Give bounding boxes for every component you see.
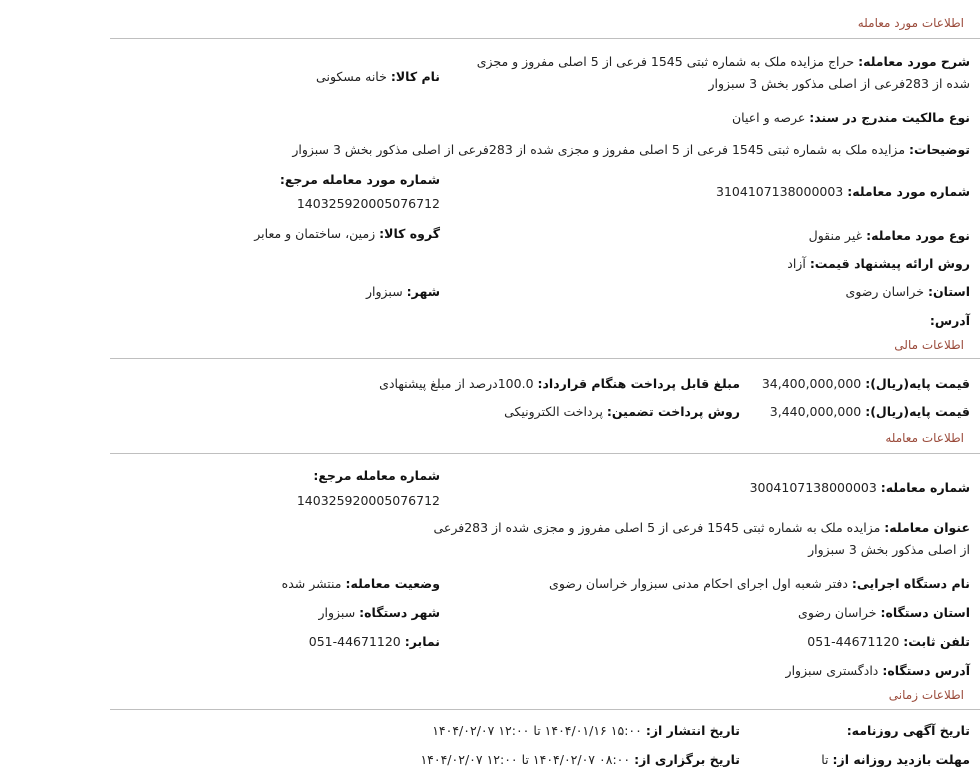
goods-group-label: گروه کالا: <box>379 226 440 241</box>
publish-date-label: تاریخ انتشار از: <box>645 723 740 738</box>
transaction-ref-number-label: شماره معامله مرجع: <box>313 468 440 483</box>
newspaper-ad-date-label: تاریخ آگهی روزنامه: <box>846 723 970 738</box>
agency-fax-value: 44671120-051 <box>308 634 401 649</box>
ref-item-number <box>280 172 440 187</box>
transaction-number-label: شماره معامله: <box>880 480 970 495</box>
transaction-status-label: وضعیت معامله: <box>345 576 440 591</box>
item-number <box>716 184 970 199</box>
agency-city-value: سبزوار <box>318 605 356 620</box>
agency-province-label: استان دستگاه: <box>880 605 970 620</box>
deal-description <box>460 51 970 95</box>
item-number-value: 3104107138000003 <box>716 184 844 199</box>
transaction-ref-number-value: 140325920005076712 <box>296 493 440 508</box>
address <box>930 313 970 328</box>
deal-description-label: شرح مورد معامله: <box>858 54 970 69</box>
base-price-2-value: 3,440,000,000 <box>769 404 862 419</box>
city <box>366 284 440 299</box>
section-title-deal-info: اطلاعات مورد معامله <box>857 16 964 30</box>
holding-date-value: ۰۸:۰۰ ۱۴۰۴/۰۲/۰۷ تا ۱۲:۰۰ ۱۴۰۴/۰۲/۰۷ <box>420 752 631 767</box>
daily-visit <box>821 752 970 767</box>
divider <box>110 453 980 454</box>
base-price-label: قیمت پایه(ریال): <box>865 376 970 391</box>
agency-address-value: دادگستری سبزوار <box>785 663 879 678</box>
section-title-transaction: اطلاعات معامله <box>885 431 964 445</box>
goods-group-value: زمین، ساختمان و معابر <box>254 226 376 241</box>
transaction-title-label: عنوان معامله: <box>884 520 970 535</box>
transaction-number-value: 3004107138000003 <box>749 480 877 495</box>
agency-city <box>318 605 440 620</box>
deal-notes-label: توضیحات: <box>909 142 970 157</box>
agency-phone <box>807 634 970 649</box>
daily-visit-value: تا <box>821 752 829 767</box>
transaction-status <box>282 576 440 591</box>
bid-method-value: آزاد <box>787 256 806 271</box>
contract-payment-label: مبلغ قابل پرداخت هنگام قرارداد: <box>537 376 740 391</box>
transaction-ref-number <box>313 468 440 483</box>
province <box>846 284 970 299</box>
divider <box>110 358 980 359</box>
base-price-2-label: قیمت پایه(ریال): <box>865 404 970 419</box>
city-label: شهر: <box>406 284 440 299</box>
ref-item-number-value: 140325920005076712 <box>296 196 440 211</box>
item-type <box>809 228 970 243</box>
bid-method-label: روش ارائه پیشنهاد قیمت: <box>809 256 970 271</box>
newspaper-ad-date <box>847 723 970 738</box>
ref-item-number-label: شماره مورد معامله مرجع: <box>279 172 440 187</box>
publish-date <box>432 723 740 738</box>
item-type-value: غیر منقول <box>808 228 863 243</box>
agency-phone-label: تلفن ثابت: <box>903 634 970 649</box>
deal-notes <box>292 142 970 157</box>
goods-group <box>254 226 440 241</box>
transaction-title <box>430 517 970 561</box>
item-number-label: شماره مورد معامله: <box>847 184 970 199</box>
guarantee-method <box>504 404 740 419</box>
contract-payment-value: 100.0درصد از مبلغ پیشنهادی <box>379 376 534 391</box>
divider <box>110 709 980 710</box>
section-title-time: اطلاعات زمانی <box>888 688 964 702</box>
bid-method <box>787 256 970 271</box>
deal-description-value: حراج مزایده ملک به شماره ثبتی 1545 فرعی از 5 اصلی مفروز و مجزی شده از 283فرعی از اصلی مذکور بخش 3 سبزوار <box>476 54 970 91</box>
holding-date-label: تاریخ برگزاری از: <box>634 752 740 767</box>
daily-visit-label: مهلت بازدید روزانه از: <box>832 752 970 767</box>
executive-agency-value: دفتر شعبه اول اجرای احکام مدنی سبزوار خراسان رضوی <box>549 576 848 591</box>
guarantee-method-label: روش پرداخت تضمین: <box>606 404 740 419</box>
divider <box>110 38 980 39</box>
guarantee-method-value: پرداخت الکترونیکی <box>504 404 603 419</box>
goods-name <box>316 69 440 84</box>
ownership-type-label: نوع مالکیت مندرج در سند: <box>809 110 970 125</box>
base-price-2 <box>770 404 970 419</box>
province-label: استان: <box>927 284 970 299</box>
publish-date-value: ۱۵:۰۰ ۱۴۰۴/۰۱/۱۶ تا ۱۲:۰۰ ۱۴۰۴/۰۲/۰۷ <box>432 723 642 738</box>
city-value: سبزوار <box>365 284 403 299</box>
executive-agency <box>549 576 970 591</box>
agency-fax <box>309 634 440 649</box>
item-type-label: نوع مورد معامله: <box>866 228 970 243</box>
deal-details-panel <box>110 6 980 784</box>
executive-agency-label: نام دستگاه اجرایی: <box>851 576 970 591</box>
agency-fax-label: نمابر: <box>404 634 440 649</box>
ownership-type-value: عرصه و اعیان <box>731 110 806 125</box>
base-price <box>762 376 970 391</box>
transaction-status-value: منتشر شده <box>281 576 342 591</box>
goods-name-label: نام کالا: <box>390 69 440 84</box>
agency-city-label: شهر دستگاه: <box>359 605 440 620</box>
contract-payment <box>379 376 740 391</box>
section-title-financial: اطلاعات مالی <box>894 338 964 352</box>
transaction-number <box>750 480 970 495</box>
base-price-value: 34,400,000,000 <box>761 376 862 391</box>
agency-address-label: آدرس دستگاه: <box>882 663 970 678</box>
goods-name-value: خانه مسکونی <box>316 69 387 84</box>
agency-phone-value: 44671120-051 <box>807 634 900 649</box>
agency-address <box>786 663 970 678</box>
agency-province <box>798 605 970 620</box>
transaction-title-value: مزایده ملک به شماره ثبتی 1545 فرعی از 5 اصلی مفروز و مجزی شده از 283فرعی از اصلی مذکور بخش 3 سبزوار <box>433 520 970 557</box>
province-value: خراسان رضوی <box>845 284 924 299</box>
agency-province-value: خراسان رضوی <box>798 605 877 620</box>
deal-notes-value: مزایده ملک به شماره ثبتی 1545 فرعی از 5 اصلی مفروز و مجزی شده از 283فرعی از اصلی مذکور بخش 3 سبزوار <box>292 142 906 157</box>
address-label: آدرس: <box>929 313 970 328</box>
ownership-type <box>732 110 970 125</box>
holding-date <box>420 752 740 767</box>
